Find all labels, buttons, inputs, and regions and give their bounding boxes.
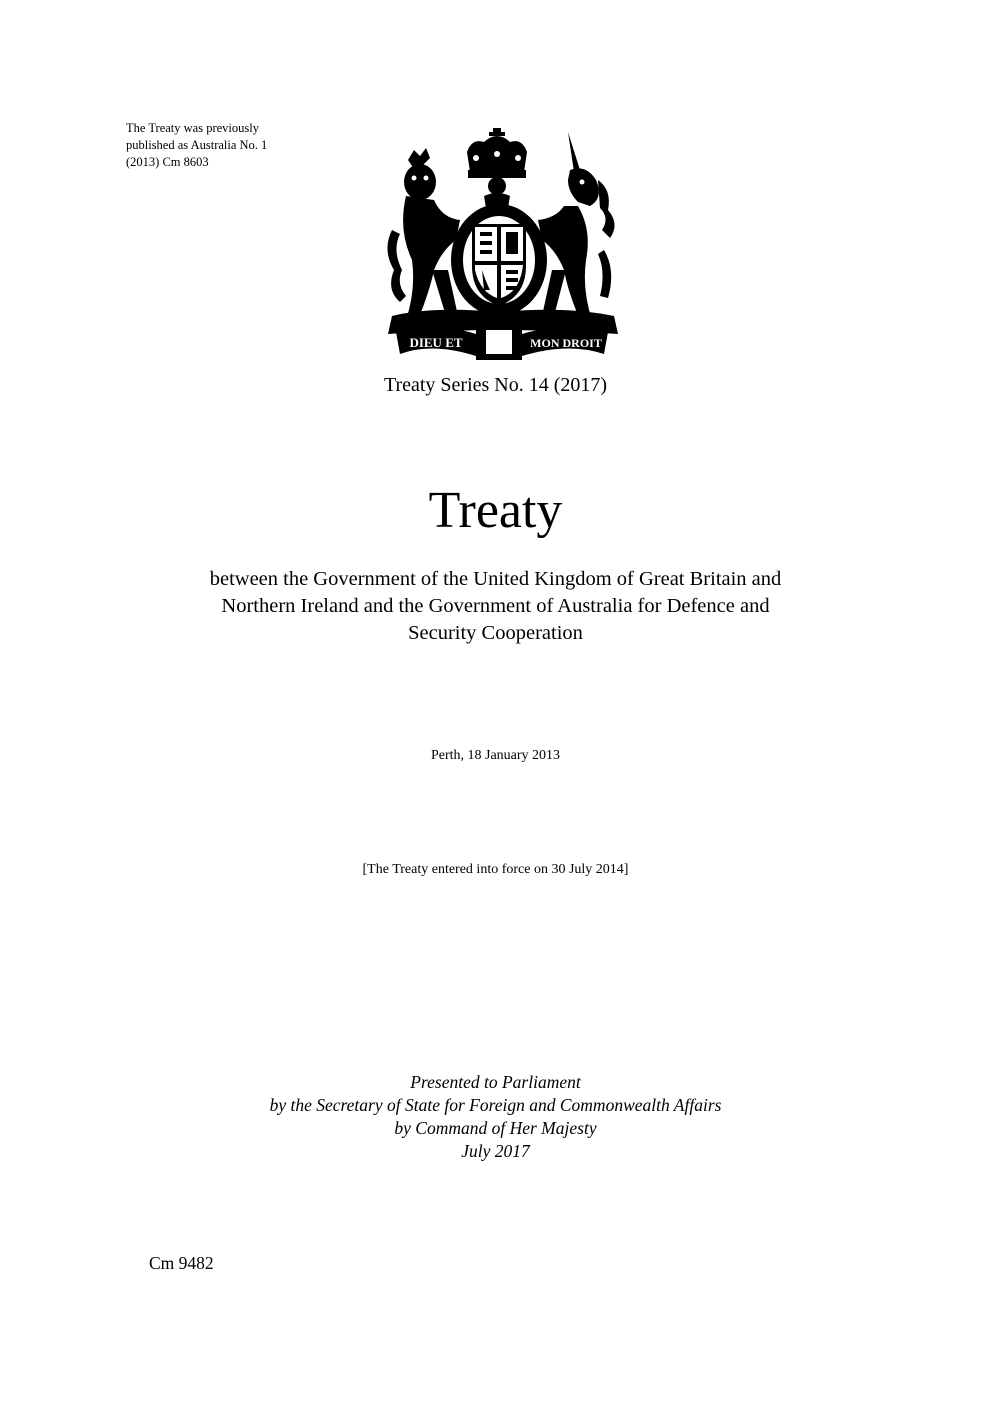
previous-publication-line: (2013) Cm 8603 — [126, 155, 209, 169]
subtitle-line: Northern Ireland and the Government of Australia for Defence and — [221, 595, 770, 617]
document-title: Treaty — [428, 482, 563, 539]
treaty-subtitle — [0, 566, 991, 647]
presented-line: by Command of Her Majesty — [394, 1118, 597, 1138]
presented-to-parliament — [0, 1071, 991, 1163]
previous-publication-line: The Treaty was previously — [126, 121, 259, 135]
royal-coat-of-arms-icon — [372, 120, 634, 365]
motto-scroll — [396, 324, 608, 360]
subtitle-line: Security Cooperation — [408, 622, 583, 644]
presented-line: by the Secretary of State for Foreign and Commonwealth Affairs — [269, 1095, 722, 1115]
garter-shield-icon — [451, 204, 547, 316]
command-paper-number: Cm 9482 — [149, 1253, 214, 1273]
treaty-series-label: Treaty Series No. 14 (2017) — [383, 374, 608, 396]
subtitle-line: between the Government of the United Kingdom of Great Britain and — [209, 568, 782, 590]
motto-left-text: DIEU ET — [409, 335, 463, 350]
signing-place-date: Perth, 18 January 2013 — [430, 748, 561, 763]
entry-into-force-note: [The Treaty entered into force on 30 July 2014] — [362, 862, 629, 877]
presented-line: Presented to Parliament — [410, 1072, 581, 1092]
lion-crest-icon — [484, 177, 510, 208]
motto-right-text: MON DROIT — [530, 336, 602, 350]
crown-icon — [467, 128, 527, 178]
previous-publication-note — [126, 120, 326, 171]
previous-publication-line: published as Australia No. 1 — [126, 138, 268, 152]
presented-line: July 2017 — [461, 1141, 530, 1161]
